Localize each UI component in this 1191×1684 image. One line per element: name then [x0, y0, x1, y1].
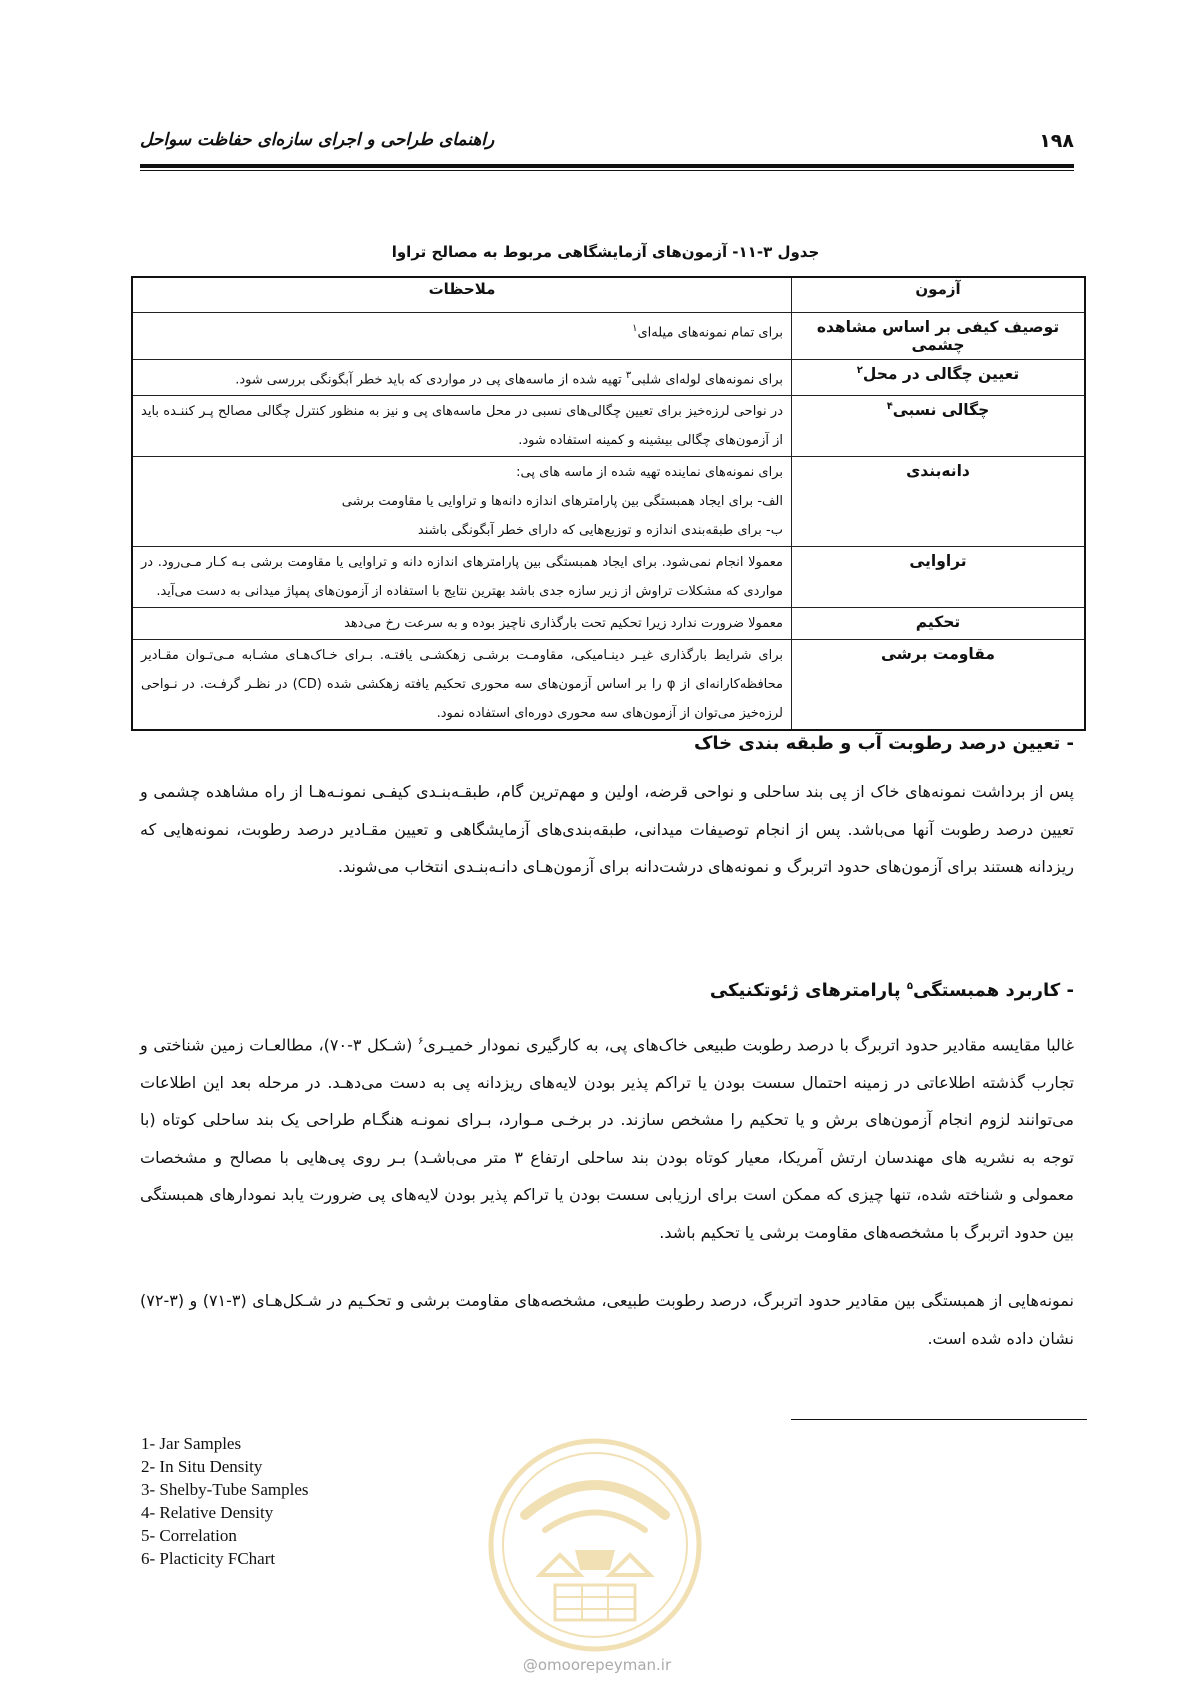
lab-tests-table	[131, 276, 1086, 731]
watermark-url: @omoorepeyman.ir	[522, 1656, 672, 1674]
book-title: راهنمای طراحی و اجرای سازه‌ای حفاظت سواحل	[140, 130, 495, 150]
section-heading-moisture: - تعیین درصد رطوبت آب و طبقه بندی خاک	[693, 733, 1074, 754]
notes-cell: برای شرایط بارگذاری غیـر دینـامیکی، مقاومـت برشـی زهکشـی یافتـه. بـرای خـاک‌هـای مشـابه مـی‌تـوان مقـادیر محافظه‌کارانه‌ای از φ را بر اساس آزمون‌های سه محوری تحکیم یافته زهکشی شده (CD) در نظـر گرفـت. در نـواحی لرزه‌خیز می‌توان از آزمون‌های سه محوری دوره‌ای استفاده نمود.	[132, 640, 792, 731]
table-header-row	[132, 277, 1085, 313]
table-row	[132, 608, 1085, 640]
footnote-item: 5- Correlation	[141, 1526, 237, 1545]
header-rule-thick	[140, 164, 1074, 168]
notes-cell: معمولا انجام نمی‌شود. برای ایجاد همبستگی بین پارامترهای اندازه دانه و تراوایی یا مقاومت برشی بـه کـار مـی‌رود. در مواردی که مشکلات تراوش از زیر سازه جدی باشد بهترین نتایج با استفاده از آزمون‌های پمپاژ میدانی به دست می‌آید.	[132, 547, 792, 608]
test-name-cell: مقاومت برشی	[792, 640, 1086, 731]
test-name-cell: چگالی نسبی$^۴$	[792, 396, 1086, 457]
test-name-cell: تحکیم	[792, 608, 1086, 640]
notes-cell	[132, 457, 792, 547]
test-name-cell: تراوایی	[792, 547, 1086, 608]
test-name-cell: توصیف کیفی بر اساس مشاهده چشمی	[792, 313, 1086, 360]
table-row	[132, 457, 1085, 547]
paragraph-moisture: پس از برداشت نمونه‌های خاک از پی بند ساحلی و نواحی قرضه، اولین و مهم‌ترین گام، طبقـه‌بنـدی کیفـی نمونـه‌هـا از راه مشاهده چشمی و تعیین درصد رطوبت آنها می‌باشد. پس از انجام توصیفات میدانی، طبقه‌بندی‌های آزمایشگاهی و تعیین مقـادیر درصد رطوبت، نمونه‌هایی که ریزدانه هستند برای آزمون‌های حدود اتربرگ و نمونه‌های درشت‌دانه برای آزمون‌هـای دانـه‌بنـدی انتخاب می‌شوند.	[140, 782, 1074, 876]
col-header-test: آزمون	[792, 277, 1086, 313]
running-header	[140, 130, 1074, 160]
table-row	[132, 547, 1085, 608]
notes-cell: برای تمام نمونه‌های میله‌ای$^۱$	[132, 313, 792, 360]
page-number: ۱۹۸	[1039, 130, 1074, 152]
table-row	[132, 313, 1085, 360]
footnotes	[141, 1432, 309, 1570]
footnote-rule	[791, 1419, 1087, 1420]
note-line: الف- برای ایجاد همبستگی بین پارامترهای اندازه دانه‌ها و تراوایی یا مقاومت برشی	[341, 494, 783, 510]
section-heading-correlation: - کاربرد همبستگی$^۵$ پارامترهای ژئوتکنیکی	[709, 980, 1074, 1001]
footnote-item: 2- In Situ Density	[141, 1457, 263, 1476]
footnote-item: 6- Placticity FChart	[141, 1549, 276, 1568]
notes-cell: برای نمونه‌های لوله‌ای شلبی$^۳$ تهیه شده از ماسه‌های پی در مواردی که باید خطر آبگونگی بررسی شود.	[132, 360, 792, 396]
table-row	[132, 396, 1085, 457]
watermark-seal-icon	[485, 1435, 705, 1655]
table-row	[132, 360, 1085, 396]
table-caption: جدول ۳-۱۱- آزمون‌های آزمایشگاهی مربوط به مصالح تراوا	[391, 243, 820, 261]
test-name-cell: دانه‌بندی	[792, 457, 1086, 547]
paragraph-correlation: غالبا مقایسه مقادیر حدود اتربرگ با درصد رطوبت طبیعی خاک‌های پی، به کارگیری نمودار خمیـری$^۶$ (شـکل ۳-۷۰)، مطالعـات زمین شناختی و تجارب گذشته اطلاعاتی در زمینه احتمال سست بودن یا تراکم پذیر بودن لایه‌های ریزدانه پی به دست می‌دهـد. در مرحله بعد این اطلاعات می‌توانند لزوم انجام آزمون‌های برش و یا تحکیم را مشخص سازند. در برخـی مـوارد، بـرای نمونـه هنگـام طراحی یک بند ساحلی کوتاه (با توجه به نشریه های مهندسان ارتش آمریکا، معیار کوتاه بودن بند ساحلی ارتفاع ۳ متر می‌باشـد) بـر روی پی‌هایی با مصالح و مشخصات معمولی و شناخته شده، تنها چیزی که ممکن است برای ارزیابی سست بودن یا تراکم پذیر بودن لایه‌های پی ضرورت یابد نمودارهای همبستگی بین حدود اتربرگ با مشخصه‌های مقاومت برشی یا تحکیم باشد.	[140, 1035, 1075, 1242]
footnote-item: 4- Relative Density	[141, 1503, 274, 1522]
header-rule-thin	[140, 170, 1074, 171]
note-line: ب- برای طبقه‌بندی اندازه و توزیع‌هایی که دارای خطر آبگونگی باشند	[417, 523, 783, 539]
note-line: برای نمونه‌های نماینده تهیه شده از ماسه های پی:	[516, 465, 783, 481]
col-header-notes: ملاحظات	[132, 277, 792, 313]
test-name-cell: تعیین چگالی در محل$^۲$	[792, 360, 1086, 396]
notes-cell: در نواحی لرزه‌خیز برای تعیین چگالی‌های نسبی در محل ماسه‌های پی و نیز به منظور کنترل چگالی مصالح پـر کننـده باید از آزمون‌های چگالی بیشینه و کمینه استفاده شود.	[132, 396, 792, 457]
footnote-item: 3- Shelby-Tube Samples	[141, 1480, 309, 1499]
notes-cell: معمولا ضرورت ندارد زیرا تحکیم تحت بارگذاری ناچیز بوده و به سرعت رخ می‌دهد	[132, 608, 792, 640]
table-row	[132, 640, 1085, 731]
paragraph-examples: نمونه‌هایی از همبستگی بین مقادیر حدود اتربرگ، درصد رطوبت طبیعی، مشخصه‌های مقاومت برشی و تحکـیم در شـکل‌هـای (۳-۷۱) و (۳-۷۲) نشان داده شده است.	[140, 1291, 1074, 1348]
footnote-item: 1- Jar Samples	[141, 1434, 242, 1453]
